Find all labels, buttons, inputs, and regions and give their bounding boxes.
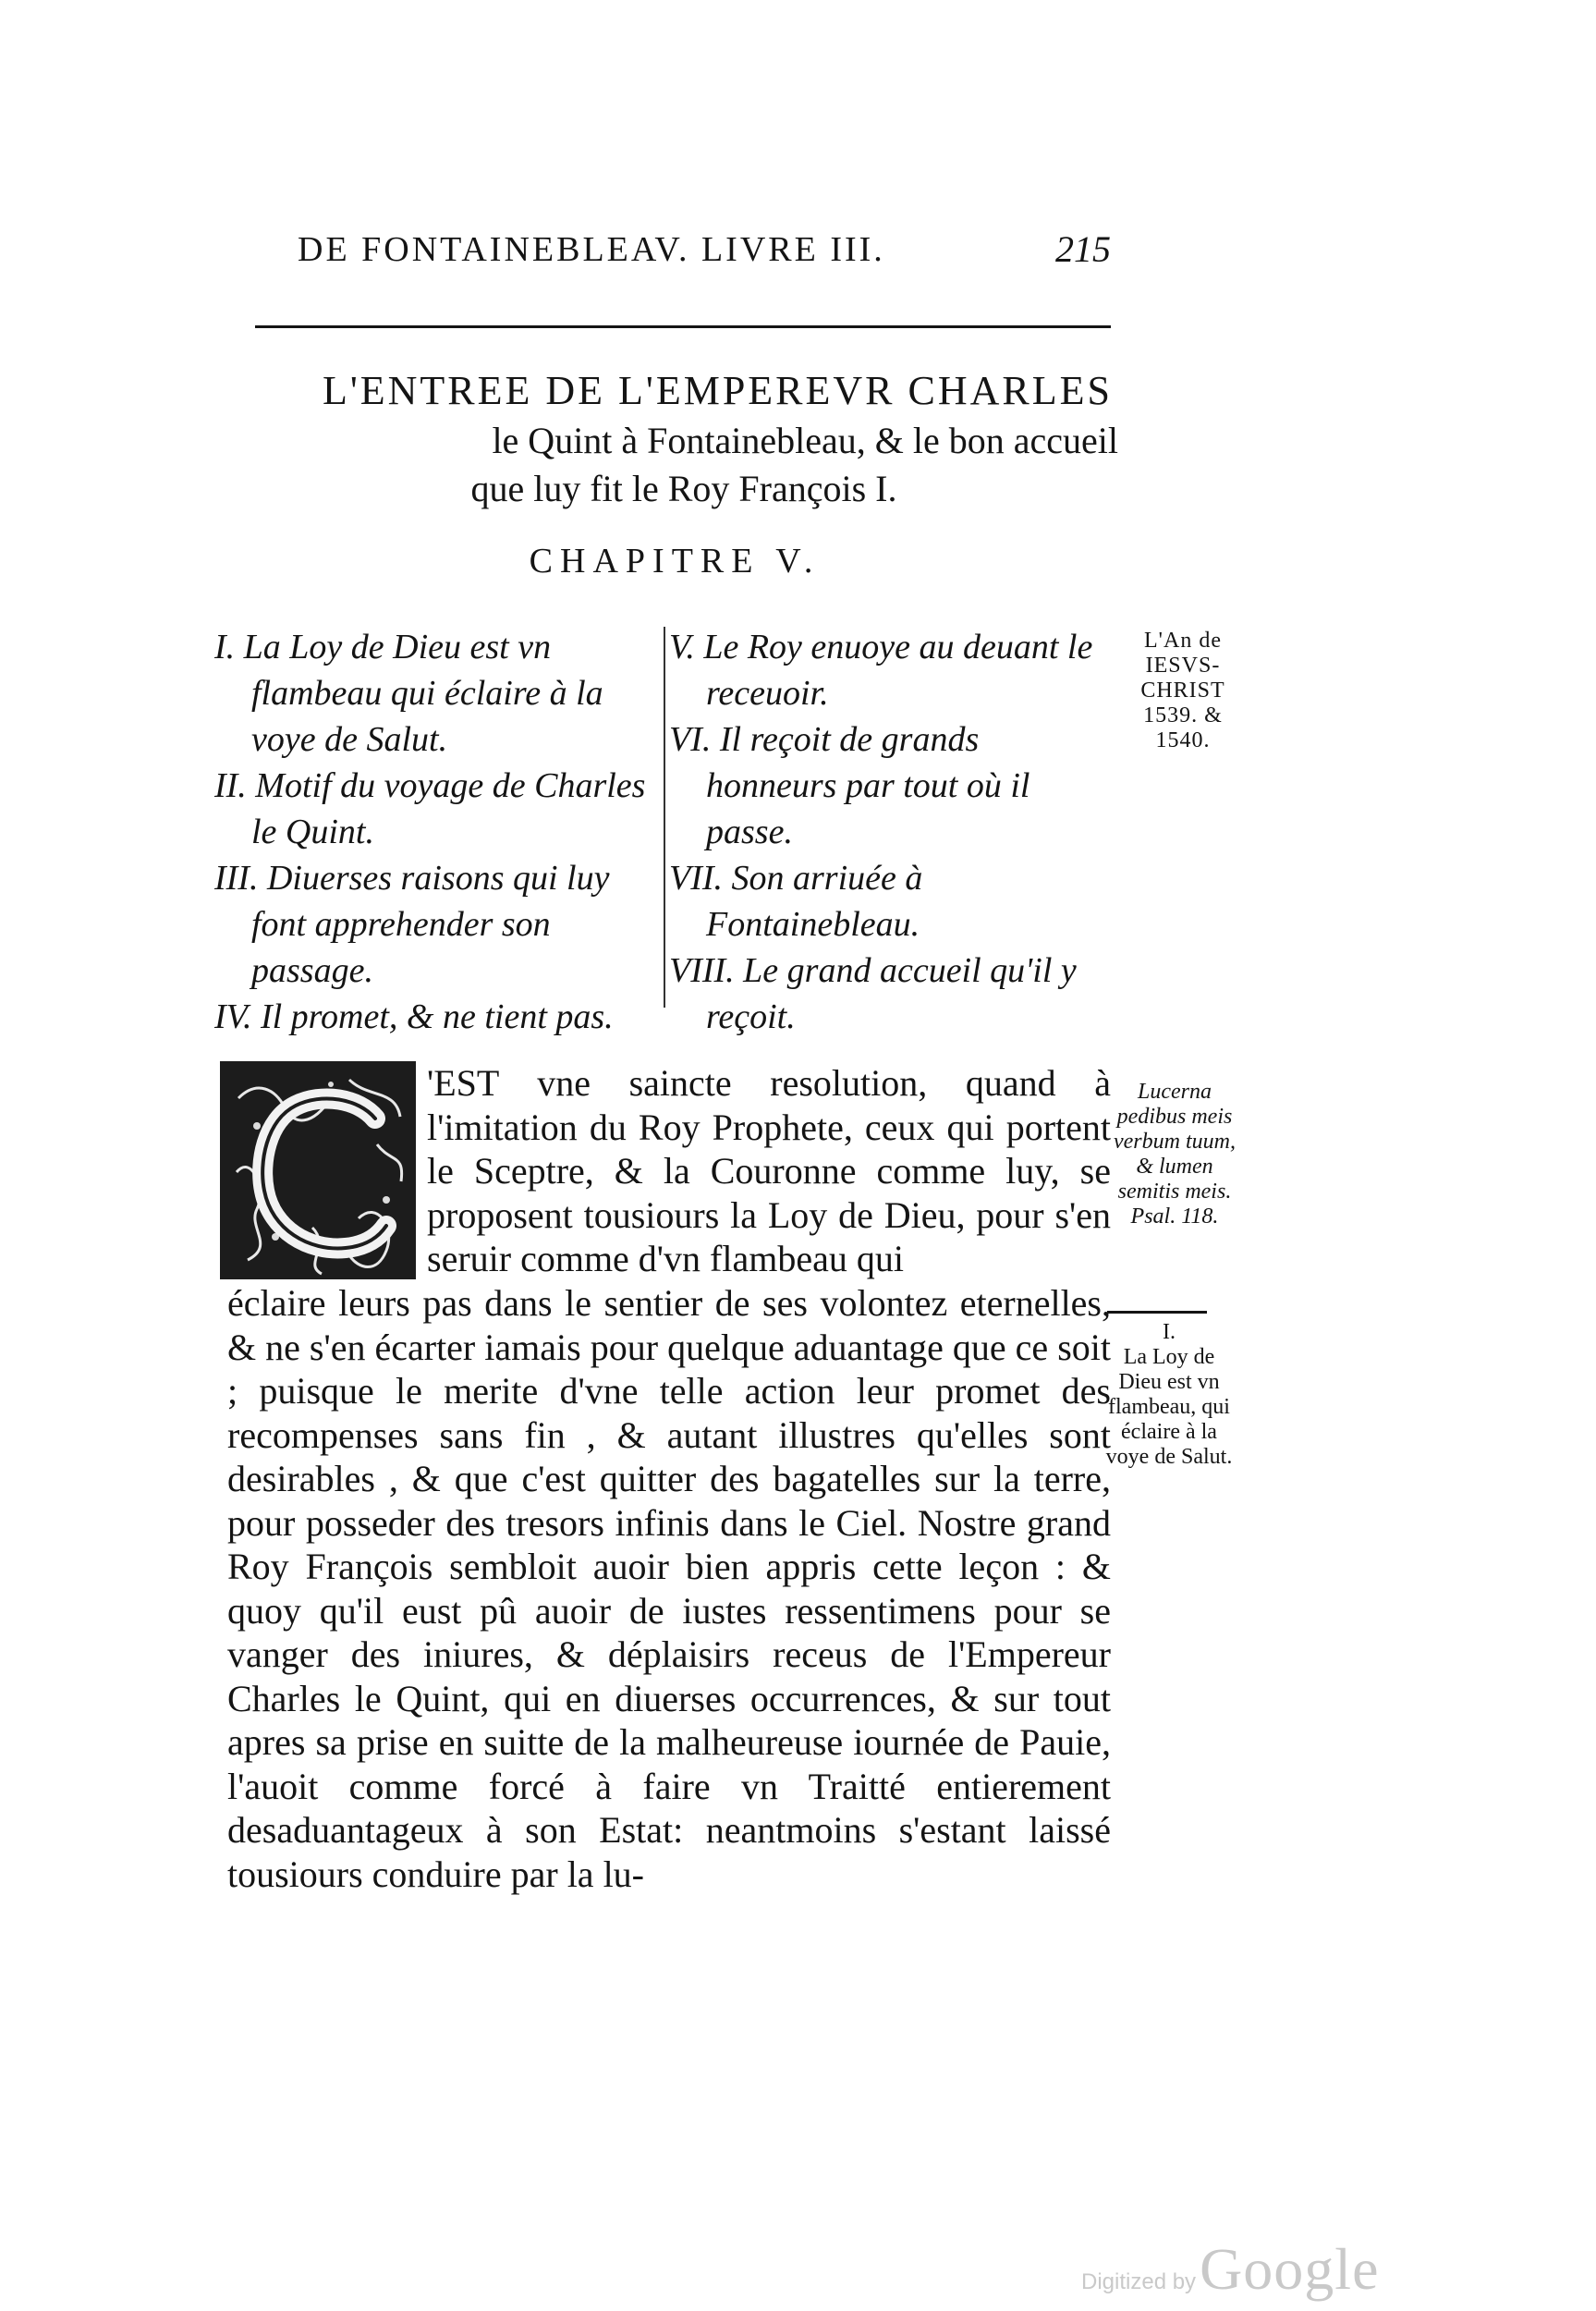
body-first-lines <box>427 1061 1111 1281</box>
summary-item: II. Motif du voyage de Charles le Quint. <box>214 766 646 851</box>
summary-item: VIII. Le grand accueil qu'il y reçoit. <box>669 951 1077 1036</box>
page-number: 215 <box>1055 228 1111 270</box>
digitized-watermark <box>1081 2235 1451 2304</box>
body-rest-text: éclaire leurs pas dans le sentier de ses volontez eternelles, & ne s'en écarter iamais pour quelque aduantage que ce soit ; puisque le merite d'vne telle action leur promet des recompenses sans fin , & autant illustres qu'elles sont desirables , & que c'est quitter des bagatelles sur la terre, pour posseder des tresors infinis dans le Ciel. Nostre grand Roy François sembloit auoir bien appris cette leçon : & quoy qu'il eust pû auoir de iustes ressentimens pour se vanger des iniures, & déplaisirs receus de l'Empereur Charles le Quint, qui en diuerses occurrences, & sur tout apres sa prise en suitte de la malheureuse iournée de Pauie, l'auoit comme forcé à faire vn Traitté entierement desaduantageux à son Estat: neantmoins s'estant laissé tousiours conduire par la lu- <box>227 1282 1111 1895</box>
margin-note-section <box>1100 1320 1238 1470</box>
watermark-brand: Google <box>1200 2236 1380 2302</box>
summary-item: III. Diuerses raisons qui luy font apprehender son passage. <box>214 859 610 990</box>
margin-note-year: L'An de IESVS-CHRIST 1539. & 1540. <box>1140 629 1225 752</box>
margin-note-section-number: I. <box>1163 1320 1176 1344</box>
watermark-prefix: Digitized by <box>1081 2269 1197 2294</box>
running-header <box>298 229 1111 270</box>
summary-left-column <box>214 624 662 1040</box>
chapter-title-line3: que luy fit le Roy François I. <box>470 468 897 509</box>
chapter-title <box>231 365 1118 513</box>
running-header-title: DE FONTAINEBLEAV. LIVRE III. <box>298 230 885 269</box>
margin-rule <box>1107 1311 1207 1314</box>
body-first-text: 'EST vne saincte resolution, quand à l'imitation du Roy Prophete, ceux qui portent le Sceptre, & la Couronne comme luy, se proposent tousiours la Loy de Dieu, pour s'en seruir comme d'vn flambeau qui <box>427 1062 1111 1279</box>
margin-note-citation: Lucerna pedibus meis verbum tuum, & lumen semitis meis. Psal. 118. <box>1114 1080 1236 1229</box>
summary-item: I. La Loy de Dieu est vn flambeau qui éclaire à la voye de Salut. <box>214 628 603 759</box>
summary-item: IV. Il promet, & ne tient pas. <box>214 997 614 1036</box>
chapter-heading: CHAPITRE V. <box>529 542 821 581</box>
summary-item: VI. Il reçoit de grands honneurs par tout où il passe. <box>669 720 1030 851</box>
chapter-title-line2: le Quint à Fontainebleau, & le bon accueil <box>492 420 1118 461</box>
column-divider <box>664 627 665 1008</box>
body-text <box>227 1281 1111 1896</box>
drop-cap-c-icon <box>220 1061 416 1279</box>
summary-item: VII. Son arriuée à Fontainebleau. <box>669 859 923 944</box>
summary-item: V. Le Roy enuoye au deuant le receuoir. <box>669 628 1093 713</box>
header-rule <box>255 325 1111 328</box>
chapter-title-line1: L'ENTREE DE L'EMPEREVR CHARLES <box>322 368 1113 413</box>
margin-note-section-text: La Loy de Dieu est vn flambeau, qui éclaire à la voye de Salut. <box>1105 1345 1233 1469</box>
summary-right-column <box>669 624 1113 1040</box>
